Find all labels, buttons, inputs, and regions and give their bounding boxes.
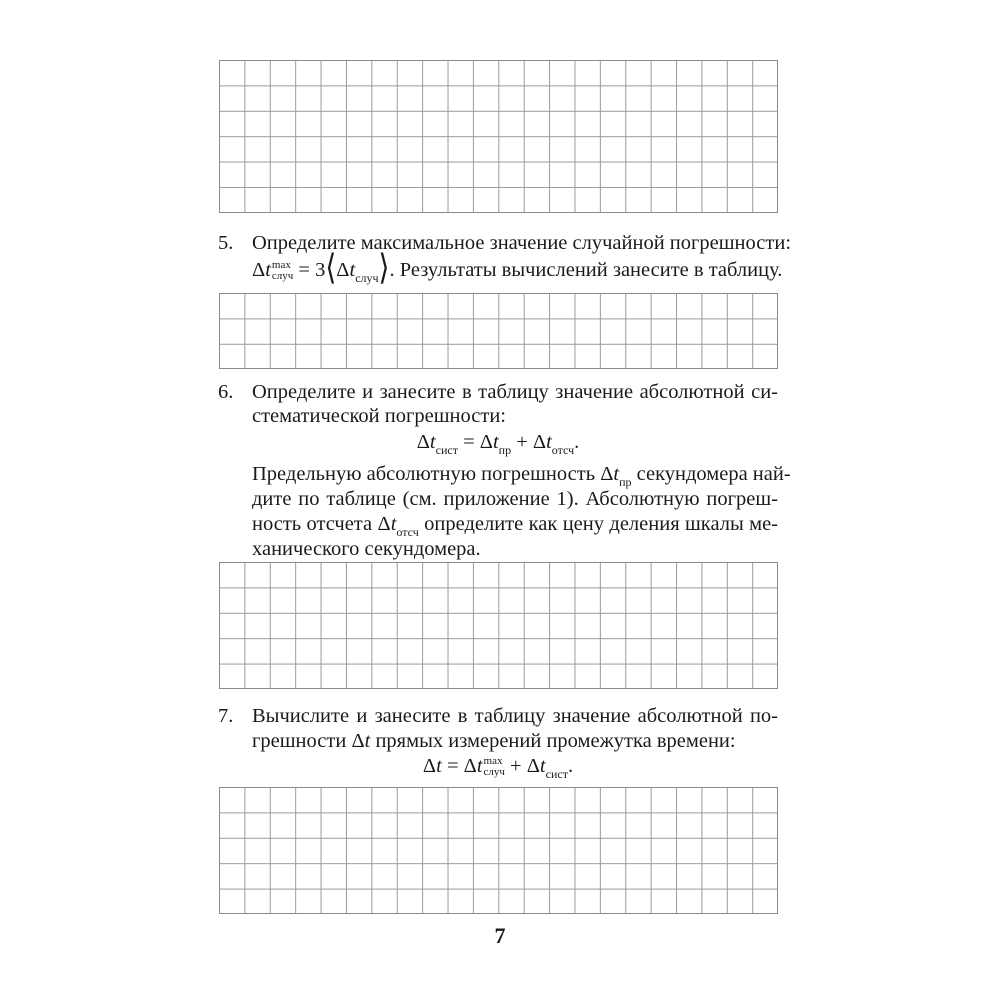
left-angle: ⟨: [325, 249, 337, 288]
page-number: 7: [494, 923, 506, 948]
formula-delta: Δ: [252, 259, 266, 281]
answer-grid-4: [219, 787, 778, 914]
formula-equals: = 3: [293, 259, 326, 281]
item-5-number: 5.: [218, 232, 234, 254]
answer-grid-2: [219, 293, 778, 369]
item-7-text-line-1: Вычислите и занесите в таблицу значение абсолютной по-: [252, 705, 778, 727]
item-6-number: 6.: [218, 381, 234, 403]
item-6-text-line-2: стематической погрешности:: [252, 405, 506, 427]
answer-grid-1: [219, 60, 778, 213]
item-6-text-line-1: Определите и занесите в таблицу значение абсолютной си-: [252, 381, 778, 403]
item-5-tail: . Результаты вычислений занесите в таблицу.: [389, 259, 783, 281]
formula-t: t: [265, 259, 271, 281]
item-5-text-line-1: Определите максимальное значение случайной погрешности:: [252, 232, 792, 254]
right-angle: ⟩: [378, 249, 390, 288]
item-7-text-line-2: грешности Δt прямых измерений промежутка времени:: [252, 730, 736, 752]
item-6-para-line-2: дите по таблице (см. приложение 1). Абсолютную погреш-: [252, 488, 778, 510]
item-6-para-line-1: Предельную абсолютную погрешность $\Delta t_{пр}$ секундомера най-: [252, 463, 791, 489]
item-7-formula: Δt = Δt max случ + $\Delta t_{сист}$.: [422, 755, 574, 781]
formula-sup-sub: max случ: [271, 259, 294, 283]
answer-grid-3: [219, 562, 778, 689]
item-6-para-line-3: ность отсчета $\Delta t_{отсч}$ определите как цену деления шкалы ме-: [252, 513, 779, 539]
item-5-formula-line: Δt max случ = $3⟨\Delta t_{случ}⟩$. Результаты вычислений занесите в таблицу.: [252, 249, 783, 288]
item-7-number: 7.: [218, 705, 234, 727]
item-6-para-line-4: ханического секундомера.: [252, 538, 481, 560]
item-6-formula: $\Delta t_{сист} = \Delta t_{пр} + \Delta t_{отсч}$.: [416, 431, 580, 457]
